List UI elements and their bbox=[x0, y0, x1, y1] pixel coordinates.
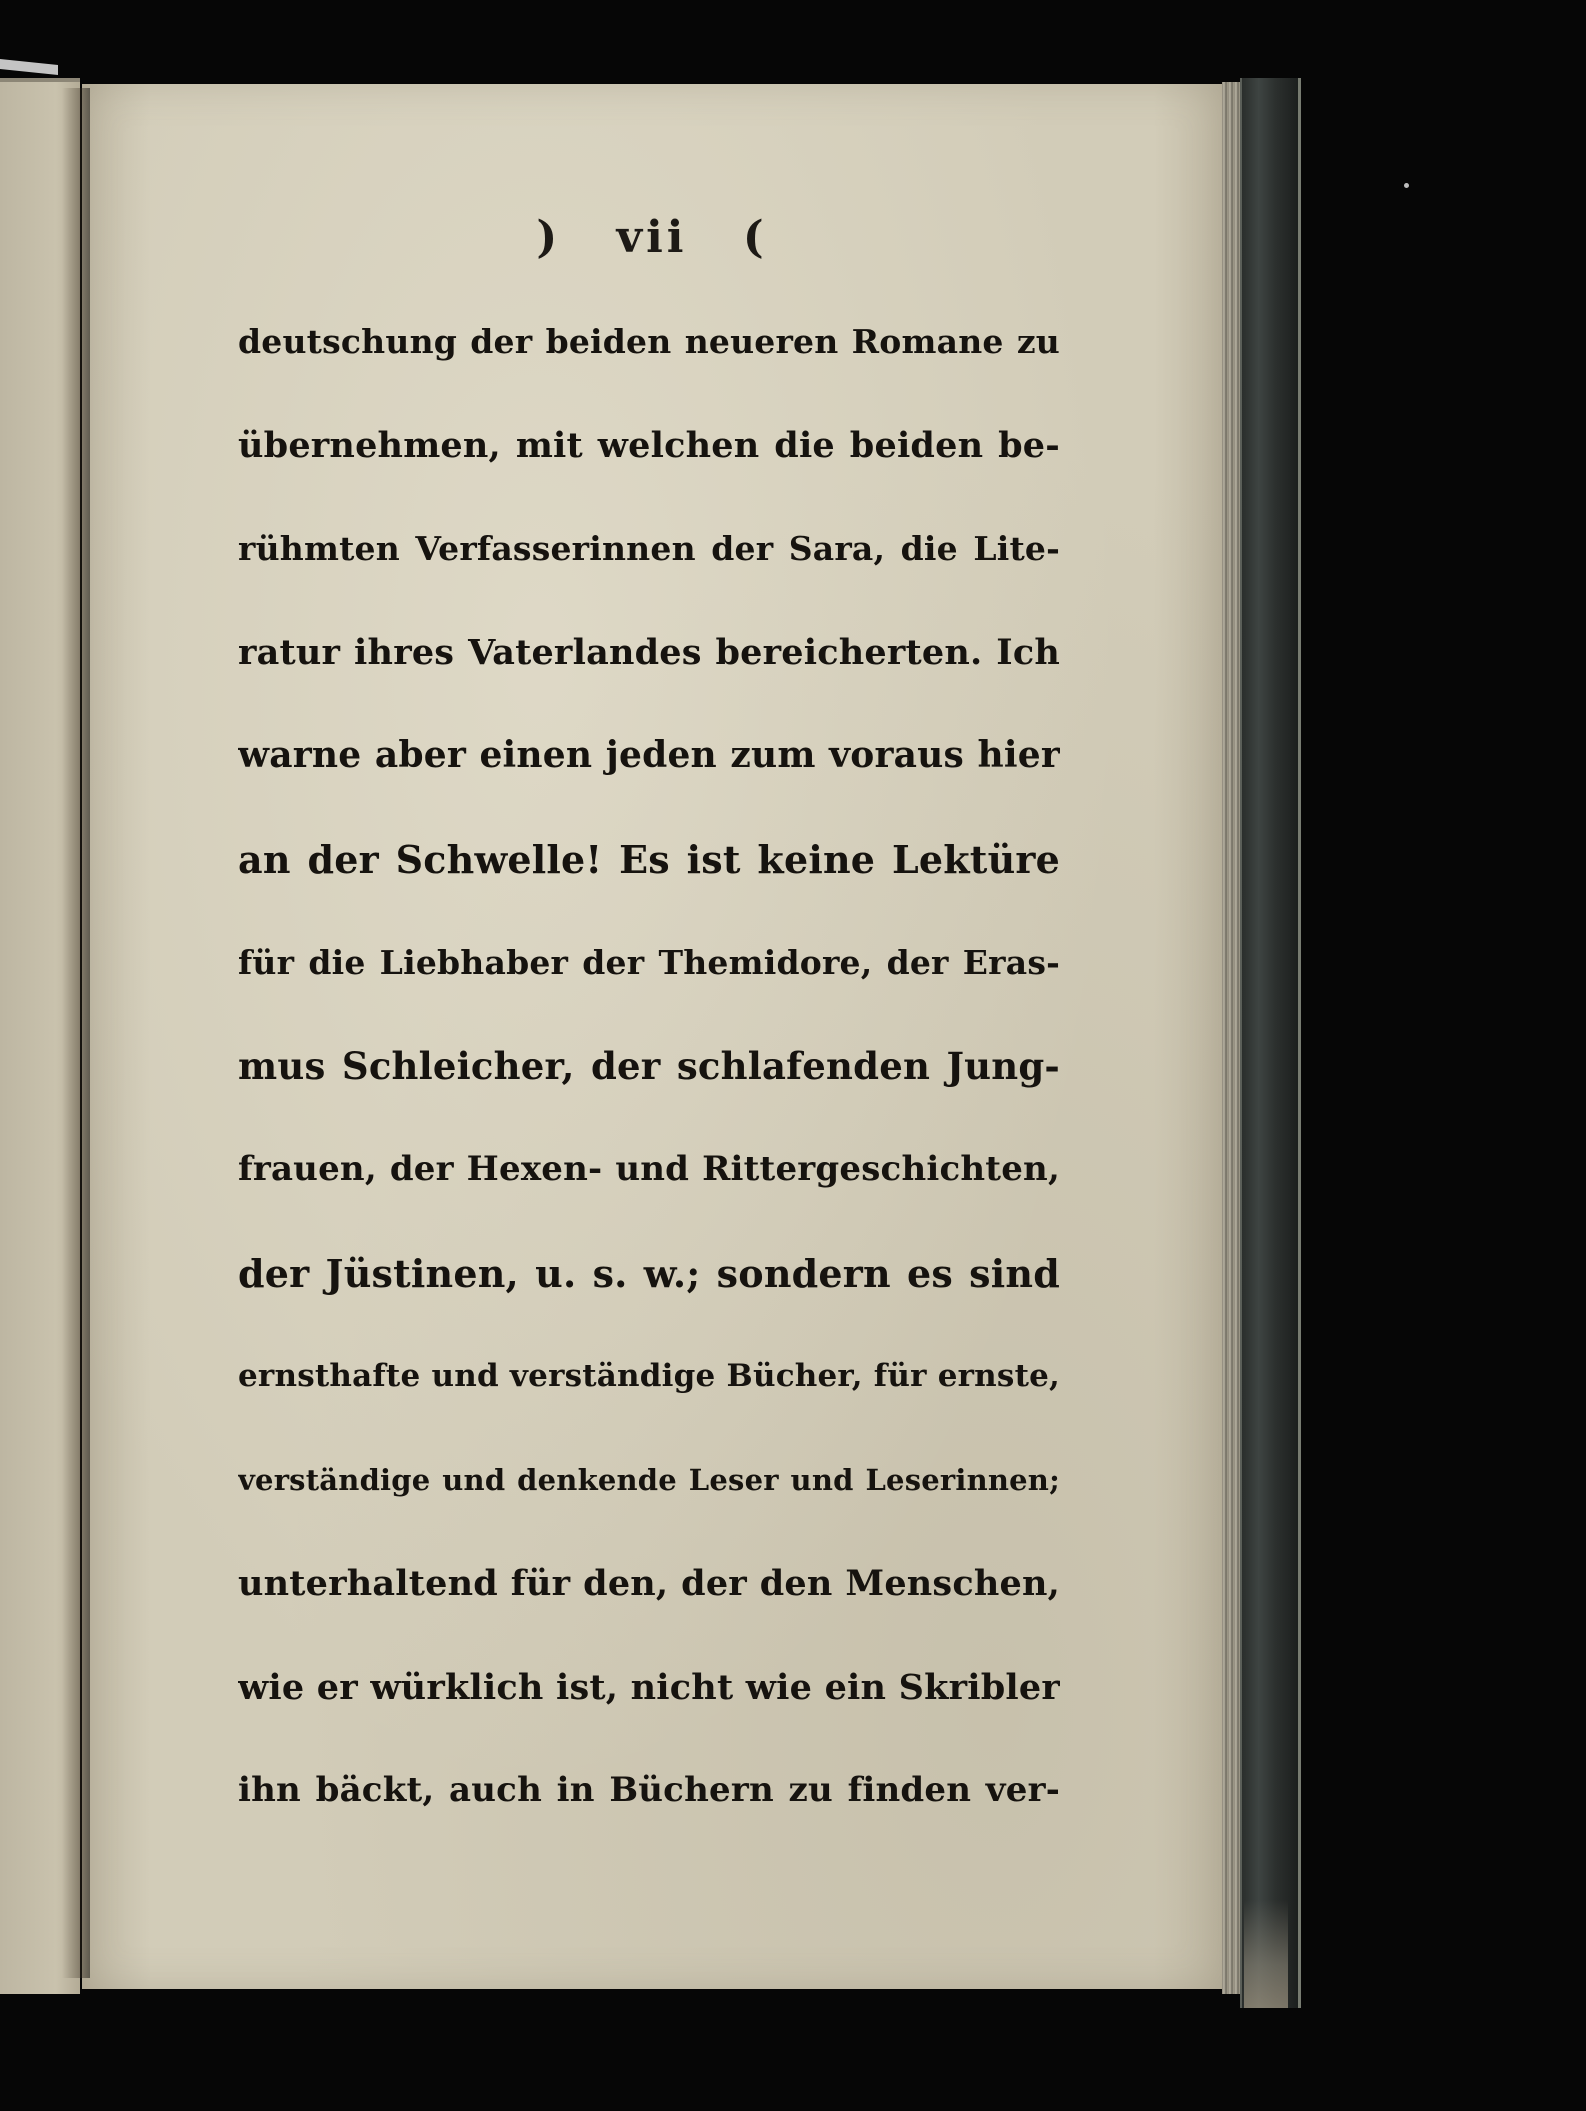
text-line: unterhaltend für den, der den Menschen, bbox=[238, 1563, 1060, 1604]
cover-worn-corner bbox=[1244, 1900, 1288, 2008]
text-line: mus Schleicher, der schlafenden Jung- bbox=[238, 1043, 1060, 1088]
text-line: übernehmen, mit welchen die beiden be- bbox=[238, 424, 1060, 466]
text-line: ratur ihres Vaterlandes bereicherten. Ich bbox=[238, 631, 1060, 673]
text-line: ihn bäckt, auch in Büchern zu finden ver- bbox=[238, 1770, 1060, 1810]
text-line: für die Liebhaber der Themidore, der Eras- bbox=[238, 943, 1060, 982]
body-text bbox=[238, 290, 1060, 1843]
page-number: vii bbox=[616, 212, 688, 263]
text-line: rühmten Verfasserinnen der Sara, die Lite- bbox=[238, 529, 1060, 568]
left-page-corner bbox=[0, 59, 58, 75]
text-line: wie er würklich ist, nicht wie ein Skribler bbox=[238, 1666, 1060, 1708]
text-line: der Jüstinen, u. s. w.; sondern es sind bbox=[238, 1250, 1060, 1296]
text-line: warne aber einen jeden zum voraus hier bbox=[238, 734, 1060, 776]
header-left-mark: ) bbox=[536, 212, 562, 263]
header-right-mark: ( bbox=[742, 212, 768, 263]
dust-speck bbox=[1404, 183, 1409, 188]
page-header bbox=[82, 212, 1222, 263]
binding-gutter bbox=[62, 88, 90, 1978]
text-line: an der Schwelle! Es ist keine Lektüre bbox=[238, 836, 1060, 882]
text-line: frauen, der Hexen- und Rittergeschichten, bbox=[238, 1149, 1060, 1189]
text-line: ernsthafte und verständige Bücher, für ernste, bbox=[238, 1358, 1060, 1394]
text-line: deutschung der beiden neueren Romane zu bbox=[238, 322, 1060, 361]
text-line: verständige und denkende Leser und Leserinnen; bbox=[238, 1462, 1060, 1497]
book-cover-board bbox=[1240, 78, 1301, 2008]
